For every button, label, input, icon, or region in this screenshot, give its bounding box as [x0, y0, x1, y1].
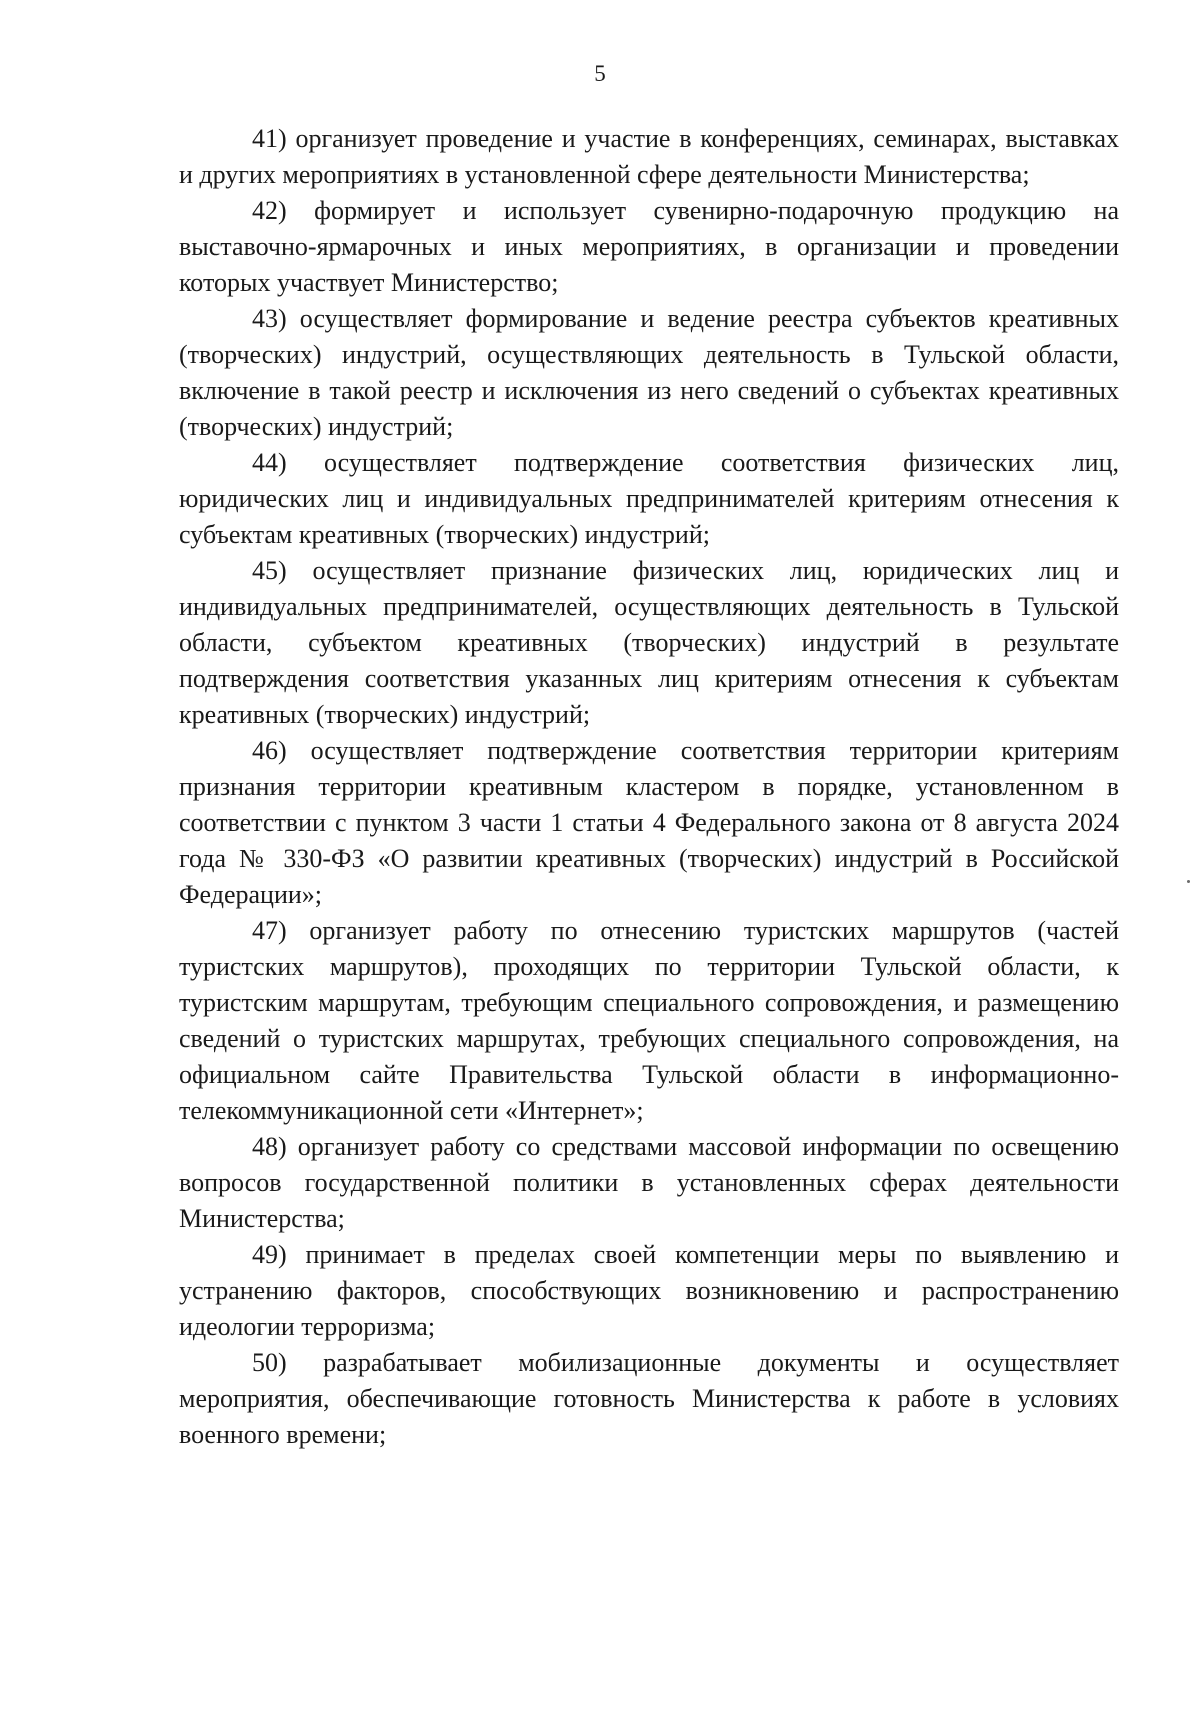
list-item-44 — [179, 445, 1119, 553]
list-item-41 — [179, 121, 1119, 193]
item-number: 46) — [252, 736, 287, 765]
item-number: 42) — [252, 196, 287, 225]
list-item-43 — [179, 301, 1119, 445]
item-number: 48) — [252, 1132, 287, 1161]
list-item-48 — [179, 1129, 1119, 1237]
item-text: осуществляет признание физических лиц, юридических лиц и индивидуальных предпринимателей, осуществляющих деятельность в Тульской области, субъектом креативных (творческих) индустрий в результате подтверждения соответствия указанных лиц критериям отнесения к субъектам креативных (творческих) индустрий; — [179, 556, 1119, 729]
item-number: 49) — [252, 1240, 287, 1269]
item-text: принимает в пределах своей компетенции меры по выявлению и устранению факторов, способствующих возникновению и распространению идеологии терроризма; — [179, 1240, 1119, 1341]
list-item-50 — [179, 1345, 1119, 1453]
list-item-46 — [179, 733, 1119, 913]
item-text: осуществляет подтверждение соответствия физических лиц, юридических лиц и индивидуальных предпринимателей критериям отнесения к субъектам креативных (творческих) индустрий; — [179, 448, 1119, 549]
item-number: 41) — [252, 124, 287, 153]
item-text: разрабатывает мобилизационные документы и осуществляет мероприятия, обеспечивающие готовность Министерства к работе в условиях военного времени; — [179, 1348, 1119, 1449]
item-text: организует работу со средствами массовой информации по освещению вопросов государственной политики в установленных сферах деятельности Министерства; — [179, 1132, 1119, 1233]
item-number: 45) — [252, 556, 287, 585]
scan-speck — [1187, 880, 1190, 883]
document-body — [179, 121, 1119, 1453]
item-number: 44) — [252, 448, 287, 477]
item-text: формирует и использует сувенирно-подарочную продукцию на выставочно-ярмарочных и иных мероприятиях, в организации и проведении которых участвует Министерство; — [179, 196, 1120, 297]
item-text: организует проведение и участие в конференциях, семинарах, выставках и других мероприятиях в установленной сфере деятельности Министерства; — [179, 124, 1120, 189]
item-number: 43) — [252, 304, 287, 333]
list-item-47 — [179, 913, 1119, 1129]
item-text: организует работу по отнесению туристских маршрутов (частей туристских маршрутов), проходящих по территории Тульской области, к туристским маршрутам, требующим специального сопровождения, и размещению сведений о туристских маршрутах, требующих специального сопровождения, на официальном сайте Правительства Тульской области в информационно-телекоммуникационной сети «Интернет»; — [179, 916, 1120, 1125]
page-number: 5 — [594, 61, 606, 86]
list-item-49 — [179, 1237, 1119, 1345]
item-number: 50) — [252, 1348, 287, 1377]
item-number: 47) — [252, 916, 287, 945]
item-text: осуществляет подтверждение соответствия территории критериям признания территории креативным кластером в порядке, установленном в соответствии с пунктом 3 части 1 статьи 4 Федерального закона от 8 августа 2024 года № 330-ФЗ «О развитии креативных (творческих) индустрий в Российской Федерации»; — [179, 736, 1119, 909]
list-item-45 — [179, 553, 1119, 733]
list-item-42 — [179, 193, 1119, 301]
item-text: осуществляет формирование и ведение реестра субъектов креативных (творческих) индустрий, осуществляющих деятельность в Тульской области, включение в такой реестр и исключения из него сведений о субъектах креативных (творческих) индустрий; — [179, 304, 1120, 441]
